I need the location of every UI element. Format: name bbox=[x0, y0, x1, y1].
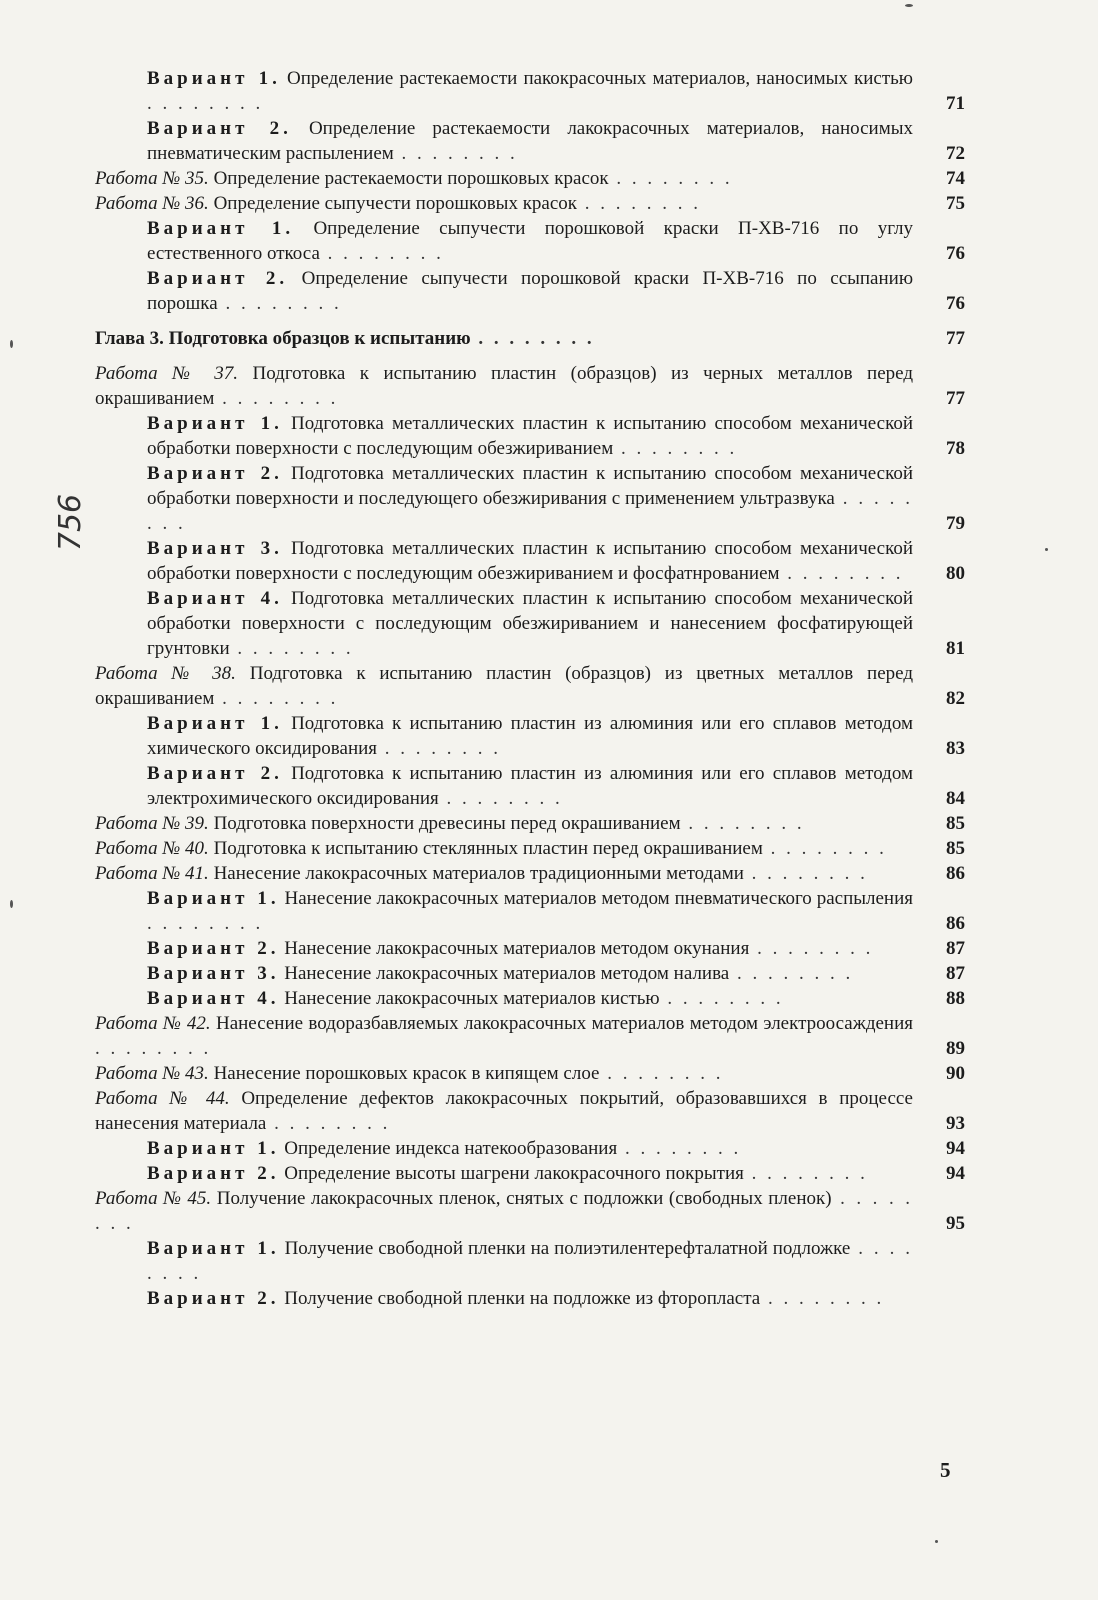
toc-entry-prefix: Работа № 40. bbox=[95, 838, 209, 859]
toc-entry bbox=[95, 836, 965, 861]
dot-leader: . . . . . . . . bbox=[743, 1163, 868, 1184]
toc-entry-text bbox=[95, 266, 913, 316]
toc-entry-title: Глава 3. Подготовка образцов к испытанию bbox=[95, 328, 471, 349]
toc-page-number: 80 bbox=[946, 563, 965, 584]
toc-entry-prefix: Работа № 42. bbox=[95, 1013, 211, 1034]
toc-entry-prefix: Работа № 36. bbox=[95, 193, 209, 214]
toc-entry-text bbox=[95, 1136, 913, 1161]
toc-entry bbox=[95, 1086, 965, 1136]
toc-entry-prefix: Вариант 1. bbox=[147, 1238, 280, 1259]
toc-subentry bbox=[95, 936, 965, 961]
toc-entry-prefix: Вариант 2. bbox=[147, 463, 283, 484]
toc-entry-prefix: Работа № 41. bbox=[95, 863, 209, 884]
dot-leader: . . . . . . . . bbox=[319, 243, 444, 264]
toc-subentry bbox=[95, 711, 965, 761]
toc-subentry bbox=[95, 1161, 965, 1186]
scan-speck bbox=[1045, 548, 1048, 551]
toc-entry-text bbox=[95, 191, 913, 216]
toc-entry bbox=[95, 1186, 965, 1236]
toc-entry-title: Подготовка металлических пластин к испытанию способом механической обработки поверхности с последующим обезжириванием bbox=[147, 413, 914, 459]
toc-page-number: 79 bbox=[946, 513, 965, 534]
dot-leader: . . . . . . . . bbox=[749, 938, 874, 959]
scan-speck bbox=[10, 340, 13, 348]
toc-entry-prefix: Вариант 4. bbox=[147, 988, 280, 1009]
toc-entry-title: Подготовка металлических пластин к испытанию способом механической обработки поверхности с последующим обезжириванием и нанесением фосфатирующей грунтовки bbox=[147, 588, 914, 659]
dot-leader: . . . . . . . . bbox=[147, 488, 913, 534]
toc-subentry bbox=[95, 66, 965, 116]
toc-entry-prefix: Вариант 2. bbox=[147, 1288, 280, 1309]
toc-entry-text bbox=[95, 1011, 913, 1061]
toc-subentry bbox=[95, 116, 965, 166]
toc-entry-title: Нанесение порошковых красок в кипящем слое bbox=[213, 1063, 600, 1084]
toc-page-number: 86 bbox=[946, 863, 965, 884]
toc-entry bbox=[95, 661, 965, 711]
dot-leader: . . . . . . . . bbox=[147, 93, 264, 114]
toc-entry-prefix: Работа № 38. bbox=[95, 663, 236, 684]
toc-entry-text bbox=[95, 1061, 913, 1086]
toc-entry-prefix: Вариант 1. bbox=[147, 1138, 280, 1159]
toc-entry-prefix: Вариант 2. bbox=[147, 268, 289, 289]
toc-entry-text bbox=[95, 536, 913, 586]
toc-entry-title: Определение растекаемости пакокрасочных материалов, наносимых кистью bbox=[287, 68, 913, 89]
dot-leader: . . . . . . . . bbox=[470, 328, 595, 349]
dot-leader: . . . . . . . . bbox=[680, 813, 805, 834]
table-of-contents bbox=[95, 66, 965, 1311]
toc-entry-text bbox=[95, 1186, 913, 1236]
toc-entry-text bbox=[95, 326, 913, 351]
toc-entry bbox=[95, 361, 965, 411]
dot-leader: . . . . . . . . bbox=[729, 963, 854, 984]
toc-entry-title: Подготовка металлических пластин к испытанию способом механической обработки поверхности и последующего обезжиривания с применением ультразвука bbox=[147, 463, 914, 509]
toc-entry-text bbox=[95, 936, 913, 961]
toc-entry-prefix: Работа № 45. bbox=[95, 1188, 212, 1209]
toc-entry-title: Нанесение водоразбавляемых лакокрасочных материалов методом электроосаждения bbox=[215, 1013, 913, 1034]
toc-entry-prefix: Вариант 3. bbox=[147, 538, 283, 559]
toc-page-number: 83 bbox=[946, 738, 965, 759]
toc-subentry bbox=[95, 1236, 965, 1286]
toc-entry-title: Подготовка поверхности древесины перед окрашиванием bbox=[213, 813, 681, 834]
dot-leader: . . . . . . . . bbox=[659, 988, 784, 1009]
toc-page-number: 82 bbox=[946, 688, 965, 709]
toc-entry-text bbox=[95, 361, 913, 411]
scan-speck bbox=[935, 1540, 938, 1543]
toc-entry-text bbox=[95, 1286, 913, 1311]
toc-subentry bbox=[95, 461, 965, 536]
toc-page-number: 77 bbox=[946, 388, 965, 409]
toc-entry-title: Определение индекса натекообразования bbox=[284, 1138, 618, 1159]
toc-subentry bbox=[95, 216, 965, 266]
toc-subentry bbox=[95, 886, 965, 936]
toc-page-number: 78 bbox=[946, 438, 965, 459]
toc-entry-text bbox=[95, 761, 913, 811]
toc-entry-prefix: Вариант 2. bbox=[147, 118, 292, 139]
toc-entry-text bbox=[95, 986, 913, 1011]
dot-leader: . . . . . . . . bbox=[613, 438, 738, 459]
toc-entry-prefix: Вариант 1. bbox=[147, 713, 283, 734]
dot-leader: . . . . . . . . bbox=[617, 1138, 742, 1159]
toc-entry-text bbox=[95, 961, 913, 986]
toc-page-number: 87 bbox=[946, 938, 965, 959]
toc-page-number: 90 bbox=[946, 1063, 965, 1084]
toc-entry-title: Подготовка к испытанию стеклянных пластин перед окрашиванием bbox=[213, 838, 763, 859]
toc-entry-prefix: Вариант 4. bbox=[147, 588, 283, 609]
dot-leader: . . . . . . . . bbox=[743, 863, 868, 884]
toc-entry-text bbox=[95, 586, 913, 661]
toc-entry-prefix: Работа № 35. bbox=[95, 168, 209, 189]
dot-leader: . . . . . . . . bbox=[95, 1038, 212, 1059]
toc-entry-text bbox=[95, 861, 913, 886]
toc-page-number: 76 bbox=[946, 243, 965, 264]
toc-entry-text bbox=[95, 1236, 913, 1286]
toc-entry bbox=[95, 166, 965, 191]
toc-entry-prefix: Работа № 44. bbox=[95, 1088, 230, 1109]
toc-subentry bbox=[95, 586, 965, 661]
toc-entry-title: Подготовка к испытанию пластин (образцов) из цветных металлов перед окрашиванием bbox=[95, 663, 913, 709]
toc-entry-title: Нанесение лакокрасочных материалов методом налива bbox=[284, 963, 730, 984]
toc-entry-title: Определение растекаемости лакокрасочных материалов, наносимых пневматическим распылением bbox=[147, 118, 913, 164]
toc-entry-text bbox=[95, 1161, 913, 1186]
toc-entry-title: Подготовка металлических пластин к испытанию способом механической обработки поверхности с последующим обезжириванием и фосфатнрованием bbox=[147, 538, 914, 584]
dot-leader: . . . . . . . . bbox=[577, 193, 702, 214]
toc-entry-prefix: Вариант 1. bbox=[147, 413, 283, 434]
toc-page-number: 81 bbox=[946, 638, 965, 659]
toc-entry-prefix: Работа № 39. bbox=[95, 813, 209, 834]
toc-entry-prefix: Вариант 1. bbox=[147, 218, 295, 239]
toc-entry-prefix: Вариант 2. bbox=[147, 938, 280, 959]
toc-page-number: 84 bbox=[946, 788, 965, 809]
toc-page-number: 85 bbox=[946, 813, 965, 834]
dot-leader: . . . . . . . . bbox=[229, 638, 354, 659]
toc-entry-title: Нанесение лакокрасочных материалов традиционными методами bbox=[213, 863, 744, 884]
toc-entry-title: Определение сыпучести порошковой краски П-ХВ-716 по углу естественного откоса bbox=[147, 218, 913, 264]
toc-page-number: 85 bbox=[946, 838, 965, 859]
scan-speck bbox=[905, 4, 913, 7]
dot-leader: . . . . . . . . bbox=[217, 293, 342, 314]
toc-entry-prefix: Вариант 3. bbox=[147, 963, 280, 984]
toc-page-number: 77 bbox=[946, 328, 965, 349]
toc-entry-title: Получение лакокрасочных пленок, снятых с подложки (свободных пленок) bbox=[216, 1188, 832, 1209]
toc-entry-prefix: Работа № 43. bbox=[95, 1063, 209, 1084]
toc-page-number: 87 bbox=[946, 963, 965, 984]
dot-leader: . . . . . . . . bbox=[377, 738, 502, 759]
dot-leader: . . . . . . . . bbox=[266, 1113, 391, 1134]
toc-page-number: 72 bbox=[946, 143, 965, 164]
toc-page-number: 75 bbox=[946, 193, 965, 214]
toc-page-number: 74 bbox=[946, 168, 965, 189]
dot-leader: . . . . . . . . bbox=[760, 1288, 885, 1309]
dot-leader: . . . . . . . . bbox=[147, 1238, 914, 1284]
toc-entry-prefix: Вариант 1. bbox=[147, 888, 280, 909]
toc-entry-prefix: Вариант 2. bbox=[147, 763, 283, 784]
toc-entry-title: Нанесение лакокрасочных материалов кистью bbox=[284, 988, 660, 1009]
toc-entry-title: Нанесение лакокрасочных материалов методом пневматического распыления bbox=[284, 888, 913, 909]
toc-page-number: 89 bbox=[946, 1038, 965, 1059]
toc-chapter bbox=[95, 326, 965, 351]
toc-entry-text bbox=[95, 1086, 913, 1136]
toc-entry-text bbox=[95, 811, 913, 836]
toc-entry-text bbox=[95, 411, 913, 461]
toc-subentry bbox=[95, 1286, 965, 1311]
dot-leader: . . . . . . . . bbox=[214, 388, 339, 409]
toc-entry-text bbox=[95, 116, 913, 166]
toc-subentry bbox=[95, 961, 965, 986]
toc-page-number: 94 bbox=[946, 1163, 965, 1184]
toc-page-number: 86 bbox=[946, 913, 965, 934]
toc-page-number: 88 bbox=[946, 988, 965, 1009]
dot-leader: . . . . . . . . bbox=[214, 688, 339, 709]
handwritten-margin-note: 756 bbox=[53, 493, 89, 552]
toc-entry-title: Подготовка к испытанию пластин из алюминия или его сплавов методом химического оксидирования bbox=[147, 713, 913, 759]
toc-entry-title: Определение сыпучести порошковых красок bbox=[213, 193, 578, 214]
toc-entry-prefix: Вариант 1. bbox=[147, 68, 281, 89]
toc-subentry bbox=[95, 761, 965, 811]
toc-entry-text bbox=[95, 661, 913, 711]
toc-page-number: 71 bbox=[946, 93, 965, 114]
toc-entry-title: Определение растекаемости порошковых красок bbox=[213, 168, 609, 189]
page-number: 5 bbox=[940, 1458, 951, 1482]
toc-subentry bbox=[95, 1136, 965, 1161]
toc-entry-text bbox=[95, 886, 913, 936]
toc-subentry bbox=[95, 986, 965, 1011]
toc-page-number: 94 bbox=[946, 1138, 965, 1159]
toc-entry bbox=[95, 811, 965, 836]
toc-entry bbox=[95, 191, 965, 216]
toc-entry-title: Определение сыпучести порошковой краски П-ХВ-716 по ссыпанию порошка bbox=[147, 268, 914, 314]
toc-entry bbox=[95, 861, 965, 886]
toc-entry bbox=[95, 1061, 965, 1086]
toc-entry-prefix: Работа № 37. bbox=[95, 363, 238, 384]
toc-entry-title: Определение высоты шагрени лакокрасочного покрытия bbox=[284, 1163, 744, 1184]
dot-leader: . . . . . . . . bbox=[762, 838, 887, 859]
dot-leader: . . . . . . . . bbox=[95, 1188, 914, 1234]
dot-leader: . . . . . . . . bbox=[393, 143, 518, 164]
toc-entry-text bbox=[95, 836, 913, 861]
toc-entry-title: Нанесение лакокрасочных материалов методом окунания bbox=[284, 938, 750, 959]
toc-entry bbox=[95, 1011, 965, 1061]
toc-entry-prefix: Вариант 2. bbox=[147, 1163, 280, 1184]
toc-page-number: 76 bbox=[946, 293, 965, 314]
scan-speck bbox=[10, 900, 13, 908]
toc-subentry bbox=[95, 411, 965, 461]
dot-leader: . . . . . . . . bbox=[779, 563, 904, 584]
toc-subentry bbox=[95, 536, 965, 586]
toc-entry-title: Получение свободной пленки на подложке из фторопласта bbox=[284, 1288, 761, 1309]
dot-leader: . . . . . . . . bbox=[608, 168, 733, 189]
toc-entry-title: Получение свободной пленки на полиэтилентерефталатной подложке bbox=[284, 1238, 851, 1259]
toc-page-number: 93 bbox=[946, 1113, 965, 1134]
dot-leader: . . . . . . . . bbox=[147, 913, 264, 934]
toc-entry-text bbox=[95, 461, 913, 536]
toc-subentry bbox=[95, 266, 965, 316]
toc-entry-text bbox=[95, 711, 913, 761]
dot-leader: . . . . . . . . bbox=[599, 1063, 724, 1084]
toc-entry-text bbox=[95, 216, 913, 266]
toc-entry-title: Подготовка к испытанию пластин (образцов) из черных металлов перед окрашиванием bbox=[95, 363, 914, 409]
dot-leader: . . . . . . . . bbox=[438, 788, 563, 809]
toc-entry-title: Подготовка к испытанию пластин из алюминия или его сплавов методом электрохимического оксидирования bbox=[147, 763, 913, 809]
toc-entry-text bbox=[95, 66, 913, 116]
toc-entry-title: Определение дефектов лакокрасочных покрытий, образовавшихся в процессе нанесения материала bbox=[95, 1088, 913, 1134]
toc-page-number: 95 bbox=[946, 1213, 965, 1234]
toc-entry-text bbox=[95, 166, 913, 191]
